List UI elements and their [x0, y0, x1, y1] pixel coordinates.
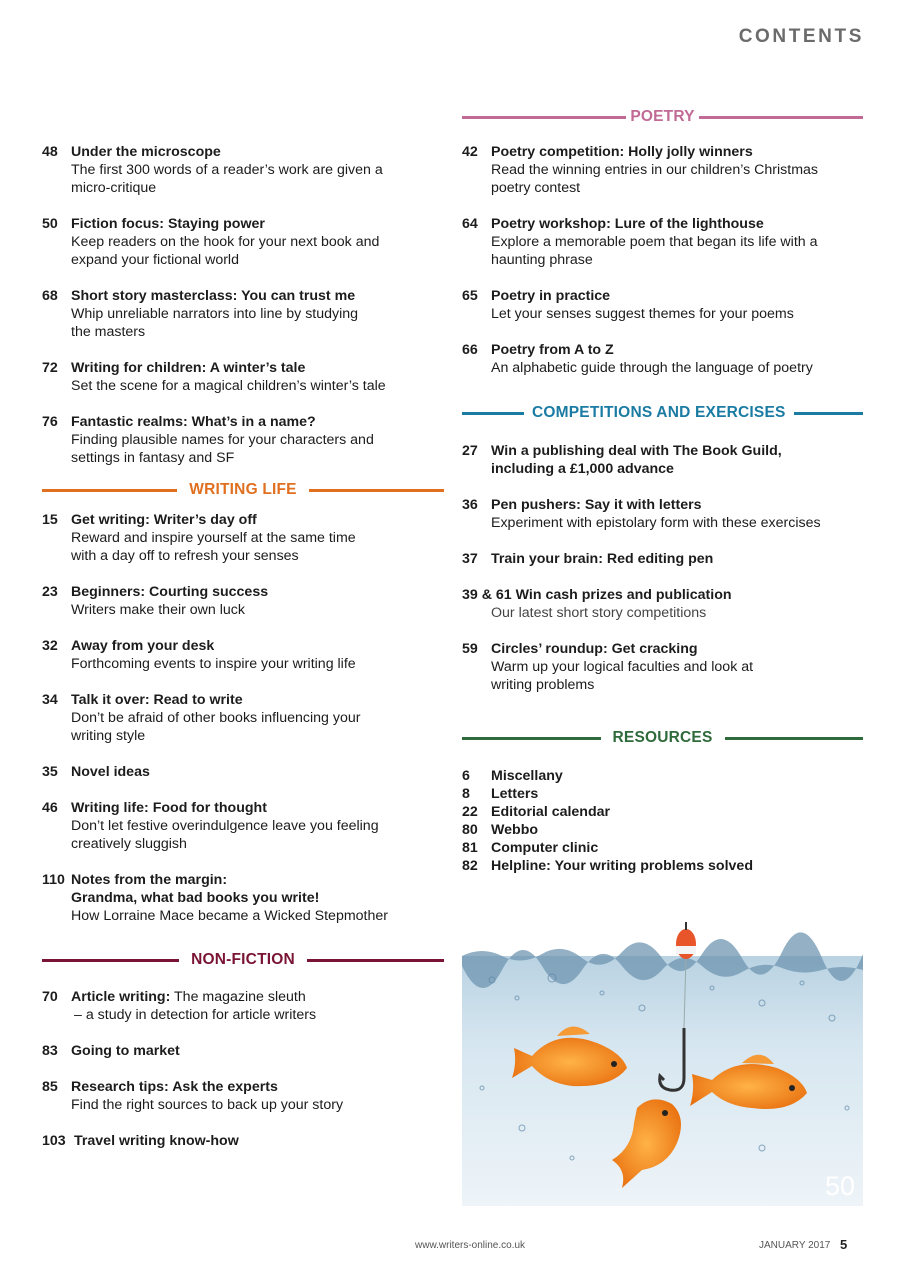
section-heading-resources	[462, 728, 863, 748]
entry-description: Let your senses suggest themes for your poems	[491, 306, 794, 322]
contents-entry[interactable]	[42, 1042, 444, 1060]
contents-entry[interactable]	[42, 413, 444, 467]
entry-page-number: 80	[462, 822, 478, 838]
entry-page-number: 39 & 61	[462, 587, 512, 603]
section-rule	[462, 412, 524, 415]
entry-title: Travel writing know-how	[74, 1133, 239, 1149]
entry-title: Miscellany	[491, 768, 563, 784]
photo-page-number: 50	[824, 1171, 855, 1201]
resource-entry[interactable]	[462, 821, 863, 839]
entry-description: poetry contest	[491, 180, 581, 196]
contents-entry[interactable]	[42, 637, 444, 673]
contents-entry[interactable]	[462, 550, 863, 568]
contents-entry[interactable]	[42, 583, 444, 619]
entry-description: Reward and inspire yourself at the same time	[71, 530, 356, 546]
entry-description: Experiment with epistolary form with these exercises	[491, 515, 821, 531]
entry-description: haunting phrase	[491, 252, 593, 268]
entry-title: Away from your desk	[71, 638, 215, 654]
entry-description: Explore a memorable poem that began its life with a	[491, 234, 818, 250]
entry-title: Fantastic realms: What’s in a name?	[71, 414, 316, 430]
entry-page-number: 103	[42, 1133, 66, 1149]
entry-description: Don’t be afraid of other books influencing your	[71, 710, 361, 726]
entry-page-number: 65	[462, 288, 478, 304]
contents-entry[interactable]	[462, 640, 863, 694]
entry-page-number: 23	[42, 584, 58, 600]
goldfish-illustration	[462, 908, 863, 1206]
entry-title: Train your brain: Red editing pen	[491, 551, 714, 567]
entry-title: Poetry in practice	[491, 288, 611, 304]
entry-title: Pen pushers: Say it with letters	[491, 497, 702, 513]
entry-title: Fiction focus: Staying power	[71, 216, 265, 232]
entry-page-number: 68	[42, 288, 58, 304]
entry-page-number: 8	[462, 786, 470, 802]
entry-title: Novel ideas	[71, 764, 150, 780]
entry-title: Helpline: Your writing problems solved	[491, 858, 753, 874]
entry-page-number: 42	[462, 144, 478, 160]
contents-entry[interactable]	[42, 1132, 444, 1150]
entry-description: Don’t let festive overindulgence leave you feeling	[71, 818, 379, 834]
footer-page-number: 5	[840, 1237, 848, 1252]
footer-url[interactable]: www.writers-online.co.uk	[415, 1240, 526, 1251]
contents-entry[interactable]	[42, 763, 444, 781]
entry-page-number: 85	[42, 1079, 58, 1095]
entry-title: Research tips: Ask the experts	[71, 1079, 278, 1095]
contents-entry[interactable]	[42, 1078, 444, 1114]
entry-title: Win cash prizes and publication	[515, 587, 732, 603]
entry-description: expand your fictional world	[71, 252, 239, 268]
section-rule	[42, 959, 179, 962]
entry-page-number: 27	[462, 443, 478, 459]
entry-page-number: 64	[462, 216, 478, 232]
contents-entry[interactable]	[462, 341, 863, 377]
contents-right-column	[462, 107, 863, 875]
entry-page-number: 72	[42, 360, 58, 376]
contents-entry[interactable]	[42, 511, 444, 565]
entry-page-number: 82	[462, 858, 478, 874]
section-heading-label: COMPETITIONS AND EXERCISES	[532, 404, 786, 421]
entry-description: writing style	[71, 728, 146, 744]
entry-title-rest: The magazine sleuth	[174, 989, 306, 1005]
entry-title: Going to market	[71, 1043, 180, 1059]
entry-description: An alphabetic guide through the language of poetry	[491, 360, 813, 376]
entry-title: Under the microscope	[71, 144, 221, 160]
section-rule	[725, 737, 864, 740]
entry-description: Read the winning entries in our children’s Christmas	[491, 162, 818, 178]
section-rule	[794, 412, 863, 415]
entry-title: Notes from the margin:	[71, 872, 228, 888]
entry-description: Whip unreliable narrators into line by studying	[71, 306, 359, 322]
entry-description: Our latest short story competitions	[491, 605, 707, 621]
entry-title: Webbo	[491, 822, 539, 838]
entry-title: Get writing: Writer’s day off	[71, 512, 257, 528]
resource-entry[interactable]	[462, 785, 863, 803]
contents-entry[interactable]	[42, 988, 444, 1024]
resource-entry[interactable]	[462, 839, 863, 857]
entry-description: Warm up your logical faculties and look at	[491, 659, 754, 675]
entry-title: Poetry competition: Holly jolly winners	[491, 144, 753, 160]
entry-description: Writers make their own luck	[71, 602, 245, 618]
entry-page-number: 81	[462, 840, 478, 856]
entry-title: including a £1,000 advance	[491, 461, 674, 477]
section-heading-poetry	[462, 107, 863, 127]
contents-entry[interactable]	[42, 691, 444, 745]
entry-description: The first 300 words of a reader’s work are given a	[71, 162, 383, 178]
entry-description: writing problems	[491, 677, 595, 693]
entry-page-number: 59	[462, 641, 478, 657]
entry-page-number: 15	[42, 512, 58, 528]
section-heading-competitions	[462, 403, 863, 423]
contents-entry[interactable]	[462, 143, 863, 197]
entry-description: Forthcoming events to inspire your writing life	[71, 656, 356, 672]
section-heading-label: POETRY	[630, 108, 695, 125]
entry-description: creatively sluggish	[71, 836, 187, 852]
section-rule	[462, 737, 601, 740]
entry-description: the masters	[71, 324, 146, 340]
entry-description: How Lorraine Mace became a Wicked Stepmother	[71, 908, 388, 924]
entry-title: Writing for children: A winter’s tale	[71, 360, 306, 376]
entry-page-number: 76	[42, 414, 58, 430]
contents-entry[interactable]	[42, 871, 444, 925]
section-rule	[462, 116, 626, 119]
contents-entry[interactable]	[42, 287, 444, 341]
entry-page-number: 37	[462, 551, 478, 567]
section-rule	[309, 489, 444, 492]
entry-description: Finding plausible names for your characters and	[71, 432, 374, 448]
entry-page-number: 70	[42, 989, 58, 1005]
section-heading-label: NON-FICTION	[191, 951, 295, 968]
entry-page-number: 46	[42, 800, 58, 816]
entry-title: Computer clinic	[491, 840, 599, 856]
entry-title: Beginners: Courting success	[71, 584, 269, 600]
section-rule	[307, 959, 444, 962]
contents-entry[interactable]	[462, 496, 863, 532]
entry-description: – a study in detection for article writers	[74, 1007, 317, 1023]
contents-entry[interactable]	[462, 215, 863, 269]
section-heading-non-fiction	[42, 950, 444, 970]
section-heading-label: RESOURCES	[612, 729, 713, 746]
entry-title: Poetry from A to Z	[491, 342, 614, 358]
footer-date: JANUARY 2017	[759, 1240, 831, 1251]
entry-description: micro-critique	[71, 180, 157, 196]
entry-title: Circles’ roundup: Get cracking	[491, 641, 698, 657]
resource-entry[interactable]	[462, 767, 863, 785]
entry-title: Writing life: Food for thought	[71, 800, 267, 816]
entry-title: Poetry workshop: Lure of the lighthouse	[491, 216, 764, 232]
section-rule	[699, 116, 863, 119]
section-heading-writing-life	[42, 480, 444, 500]
entry-description: with a day off to refresh your senses	[71, 548, 299, 564]
entry-description: settings in fantasy and SF	[71, 450, 235, 466]
contents-entry[interactable]	[462, 586, 863, 622]
entry-page-number: 6	[462, 768, 470, 784]
entry-page-number: 22	[462, 804, 478, 820]
entry-title: Editorial calendar	[491, 804, 611, 820]
page-title: CONTENTS	[738, 26, 864, 47]
entry-page-number: 50	[42, 216, 58, 232]
entry-page-number: 66	[462, 342, 478, 358]
entry-page-number: 110	[42, 872, 65, 888]
entry-page-number: 36	[462, 497, 478, 513]
section-rule	[42, 489, 177, 492]
entry-title: Grandma, what bad books you write!	[71, 890, 320, 906]
entry-title: Letters	[491, 786, 539, 802]
contents-entry[interactable]	[462, 442, 863, 478]
resource-entry[interactable]	[462, 803, 863, 821]
entry-description: Find the right sources to back up your story	[71, 1097, 344, 1113]
entry-page-number: 34	[42, 692, 58, 708]
entry-description: Keep readers on the hook for your next book and	[71, 234, 380, 250]
entry-page-number: 35	[42, 764, 58, 780]
entry-page-number: 48	[42, 144, 58, 160]
entry-title: Short story masterclass: You can trust me	[71, 288, 356, 304]
entry-title: Win a publishing deal with The Book Guild,	[491, 443, 782, 459]
contents-entry[interactable]	[42, 215, 444, 269]
entry-title: Talk it over: Read to write	[71, 692, 243, 708]
goldfish-photo[interactable]	[462, 908, 863, 1206]
entry-description: Set the scene for a magical children’s winter’s tale	[71, 378, 386, 394]
contents-left-column	[42, 143, 444, 1150]
contents-entry[interactable]	[42, 143, 444, 197]
resource-entry[interactable]	[462, 857, 863, 875]
contents-entry[interactable]	[462, 287, 863, 323]
contents-entry[interactable]	[42, 359, 444, 395]
section-heading-label: WRITING LIFE	[189, 481, 297, 498]
entry-page-number: 83	[42, 1043, 58, 1059]
entry-title: Article writing:	[71, 989, 171, 1005]
contents-entry[interactable]	[42, 799, 444, 853]
entry-page-number: 32	[42, 638, 58, 654]
